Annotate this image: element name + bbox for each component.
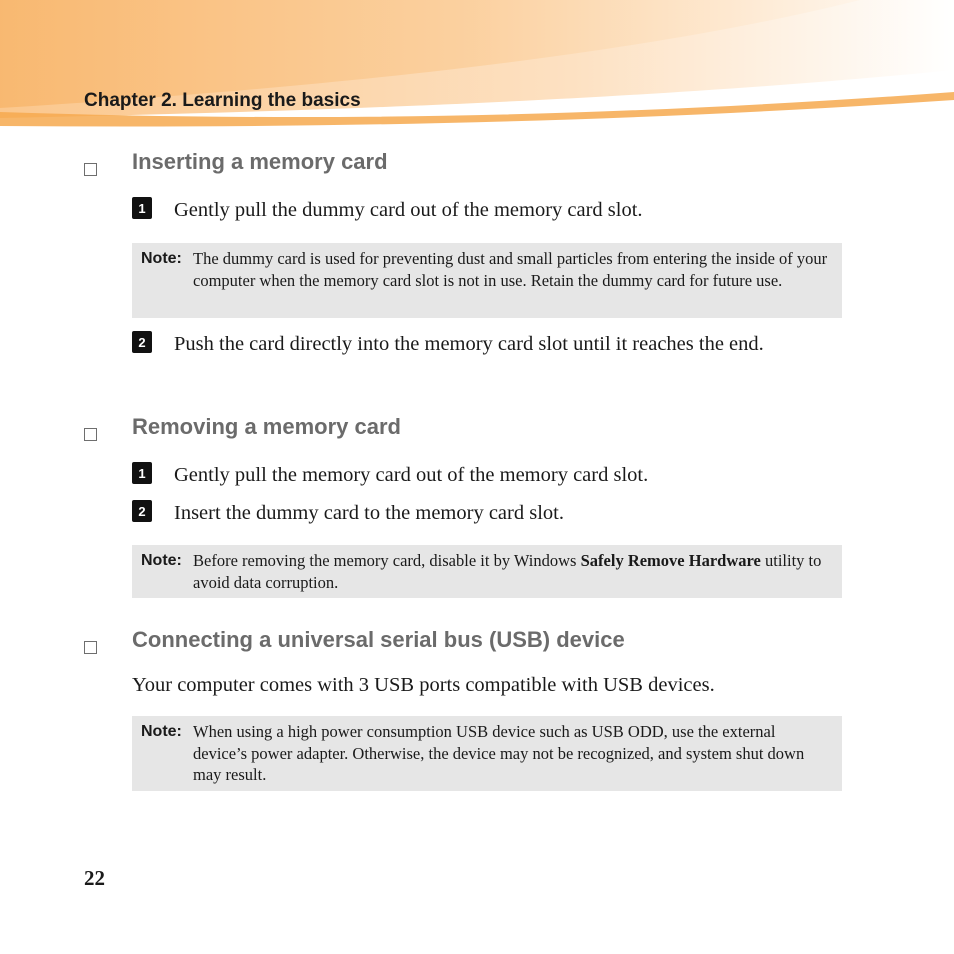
step-number-icon: 1 bbox=[132, 197, 152, 219]
note-text: The dummy card is used for preventing dust and small particles from entering the inside of your computer when the memory card slot is not in use. Retain the dummy card for future use. bbox=[193, 249, 828, 290]
note-label: Note: bbox=[141, 723, 182, 740]
square-bullet-icon bbox=[84, 163, 97, 176]
step-item bbox=[132, 196, 814, 225]
step-item bbox=[132, 330, 814, 359]
section-removing bbox=[84, 414, 401, 441]
note-text bbox=[193, 550, 830, 592]
note-box bbox=[132, 545, 842, 598]
step-text: Push the card directly into the memory card slot until it reaches the end. bbox=[174, 333, 764, 355]
note-text-part: utility to avoid data corruption. bbox=[193, 551, 822, 592]
section-title: Connecting a universal serial bus (USB) device bbox=[132, 627, 625, 652]
step-item bbox=[132, 461, 814, 490]
note-box bbox=[132, 243, 842, 318]
chapter-title: Chapter 2. Learning the basics bbox=[84, 90, 361, 111]
note-label: Note: bbox=[141, 552, 182, 569]
section-title: Inserting a memory card bbox=[132, 149, 388, 174]
note-box bbox=[132, 716, 842, 791]
step-text: Insert the dummy card to the memory card slot. bbox=[174, 502, 564, 524]
step-text: Gently pull the memory card out of the memory card slot. bbox=[174, 464, 649, 486]
step-text: Gently pull the dummy card out of the memory card slot. bbox=[174, 199, 643, 221]
step-item bbox=[132, 499, 814, 528]
square-bullet-icon bbox=[84, 428, 97, 441]
square-bullet-icon bbox=[84, 641, 97, 654]
note-text-part: Before removing the memory card, disable it by Windows bbox=[193, 551, 581, 570]
step-number-icon: 2 bbox=[132, 500, 152, 522]
page-number: 22 bbox=[84, 866, 105, 890]
note-label: Note: bbox=[141, 250, 182, 267]
step-number-icon: 1 bbox=[132, 462, 152, 484]
note-emphasis: Safely Remove Hardware bbox=[580, 551, 761, 570]
step-number-icon: 2 bbox=[132, 331, 152, 353]
section-usb bbox=[84, 627, 625, 654]
section-title: Removing a memory card bbox=[132, 414, 401, 439]
section-inserting bbox=[84, 149, 388, 176]
body-paragraph: Your computer comes with 3 USB ports compatible with USB devices. bbox=[132, 674, 715, 696]
note-text: When using a high power consumption USB device such as USB ODD, use the external device’s power adapter. Otherwise, the device may not be recognized, and system shut down may result. bbox=[193, 722, 805, 784]
